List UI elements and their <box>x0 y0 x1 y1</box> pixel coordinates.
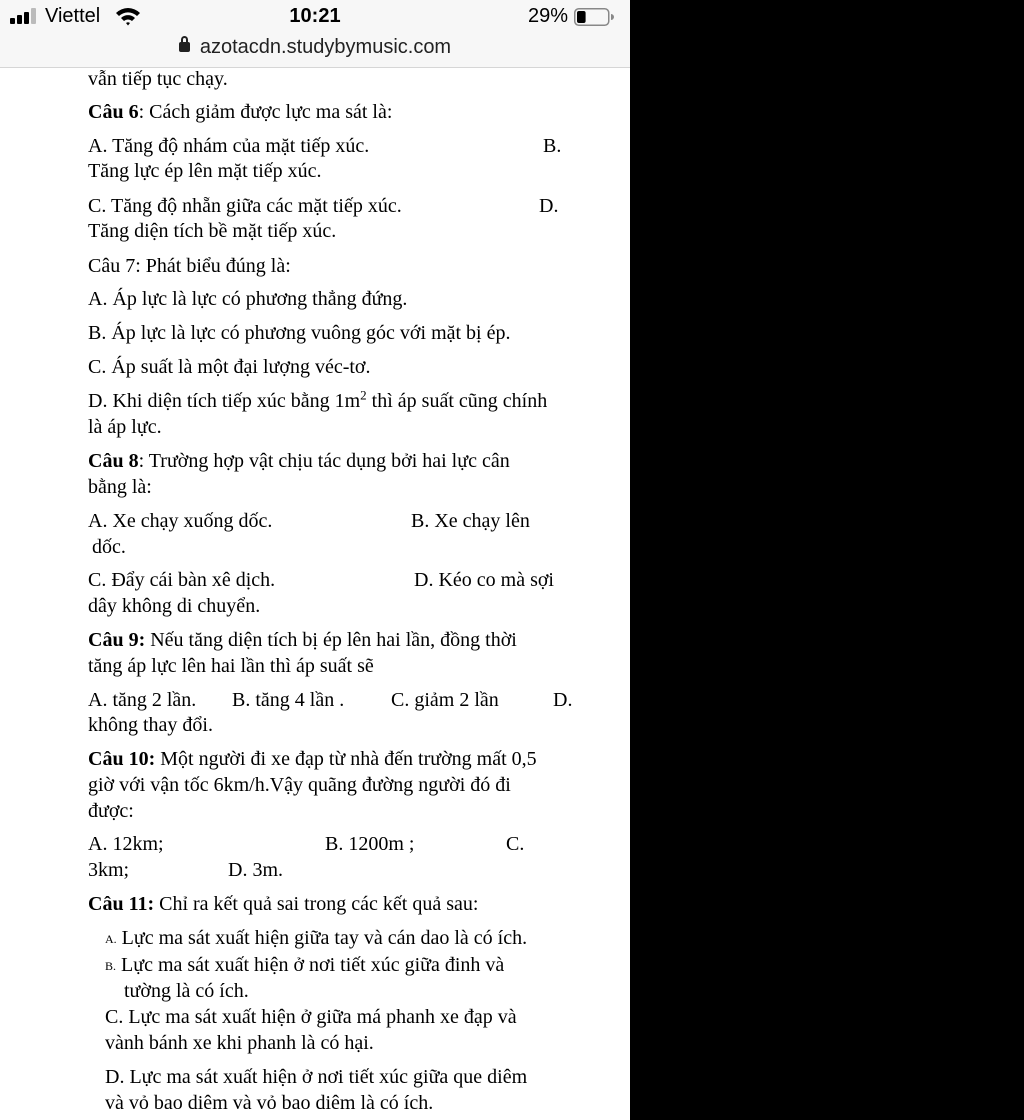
option-b: B. tăng 4 lần . <box>232 689 345 711</box>
option-c: C. Lực ma sát xuất hiện ở giữa má phanh xe đạp và <box>105 1006 517 1028</box>
option-c: C. Đẩy cái bàn xê dịch. <box>88 569 276 591</box>
option-b-letter: B. <box>543 135 562 157</box>
question-9-cont: tăng áp lực lên hai lần thì áp suất sẽ <box>88 655 374 677</box>
option-letter: A. <box>105 932 117 946</box>
url-display[interactable] <box>0 36 630 59</box>
question-8-cont: bằng là: <box>88 476 152 498</box>
lock-icon <box>179 42 190 52</box>
option-b: B. Áp lực là lực có phương vuông góc với mặt bị ép. <box>88 322 511 344</box>
option-b-cont: tường là có ích. <box>124 980 249 1002</box>
question-number: Câu 10: <box>88 748 156 770</box>
option-d-cont: là áp lực. <box>88 416 162 438</box>
question-10 <box>88 748 537 770</box>
question-text: Chỉ ra kết quả sai trong các kết quả sau: <box>154 893 479 915</box>
carrier-name: Viettel <box>45 5 101 27</box>
question-number: Câu 9: <box>88 629 146 651</box>
question-9 <box>88 629 517 651</box>
text-fragment: vẫn tiếp tục chạy. <box>88 68 228 90</box>
option-b: B. Xe chạy lên <box>411 510 530 532</box>
superscript: 2 <box>360 387 367 403</box>
question-6 <box>88 101 392 123</box>
option-c: C. Tăng độ nhẵn giữa các mặt tiếp xúc. <box>88 195 402 217</box>
option-c-cont: 3km; <box>88 859 130 881</box>
status-bar <box>0 0 630 34</box>
document-content <box>0 68 630 1120</box>
question-text: : Cách giảm được lực ma sát là: <box>138 101 393 123</box>
option-c: C. giảm 2 lần <box>391 689 499 711</box>
option-b-cont: dốc. <box>92 536 126 558</box>
option-text: Lực ma sát xuất hiện ở nơi tiết xúc giữa đinh và <box>121 954 505 976</box>
question-number: Câu 6 <box>88 101 139 123</box>
option-d-text-end: thì áp suất cũng chính <box>366 390 548 412</box>
option-letter: B. <box>105 959 117 973</box>
question-number: Câu 8 <box>88 450 139 472</box>
question-11 <box>88 893 478 915</box>
address-bar[interactable] <box>0 34 630 68</box>
option-d: D. 3m. <box>228 859 283 881</box>
question-10-cont: giờ với vận tốc 6km/h.Vậy quãng đường người đó đi <box>88 774 511 796</box>
question-text: Nếu tăng diện tích bị ép lên hai lần, đồng thời <box>145 629 517 651</box>
option-a: A. 12km; <box>88 833 164 855</box>
option-d: D. Kéo co mà sợi <box>414 569 554 591</box>
option-d: D. Lực ma sát xuất hiện ở nơi tiết xúc giữa que diêm <box>105 1066 528 1088</box>
option-a: A. Áp lực là lực có phương thẳng đứng. <box>88 288 408 310</box>
option-d-text: Tăng diện tích bề mặt tiếp xúc. <box>88 220 337 242</box>
question-7: Câu 7: Phát biểu đúng là: <box>88 255 291 277</box>
question-text: Một người đi xe đạp từ nhà đến trường mất 0,5 <box>155 748 537 770</box>
option-text: Lực ma sát xuất hiện giữa tay và cán dao là có ích. <box>121 927 528 949</box>
question-8 <box>88 450 510 472</box>
option-a: A. tăng 2 lần. <box>88 689 197 711</box>
option-a: A. Tăng độ nhám của mặt tiếp xúc. <box>88 135 370 157</box>
option-c: C. Áp suất là một đại lượng véc-tơ. <box>88 356 371 378</box>
option-b-text: Tăng lực ép lên mặt tiếp xúc. <box>88 160 322 182</box>
battery-percent: 29% <box>528 5 569 27</box>
option-d-cont: không thay đổi. <box>88 714 213 736</box>
url-domain: azotacdn.studybymusic.com <box>199 36 452 58</box>
question-text: : Trường hợp vật chịu tác dụng bởi hai lực cân <box>138 450 510 472</box>
option-a <box>105 927 527 950</box>
option-d: D. <box>553 689 573 711</box>
question-10-cont: được: <box>88 800 134 822</box>
option-d-text: D. Khi diện tích tiếp xúc bằng 1m <box>88 390 361 412</box>
option-c: C. <box>506 833 525 855</box>
question-number: Câu 11: <box>88 893 155 915</box>
option-b: B. 1200m ; <box>325 833 415 855</box>
battery-icon <box>574 8 614 26</box>
option-d <box>88 387 548 412</box>
option-b <box>105 954 504 977</box>
option-a: A. Xe chạy xuống dốc. <box>88 510 273 532</box>
status-time: 10:21 <box>289 5 341 27</box>
option-d-cont: và vỏ bao diêm và vỏ bao diêm là có ích. <box>105 1092 434 1114</box>
option-d-letter: D. <box>539 195 559 217</box>
option-c-cont: vành bánh xe khi phanh là có hại. <box>105 1032 374 1054</box>
option-d-cont: dây không di chuyển. <box>88 595 261 617</box>
